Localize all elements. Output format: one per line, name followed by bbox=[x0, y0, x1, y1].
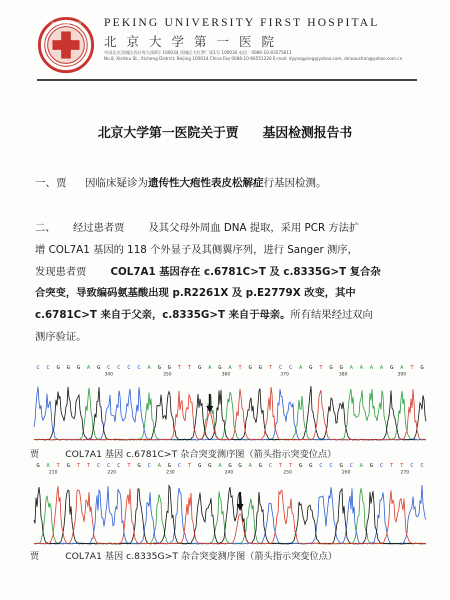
caption-2-text: COL7A1 基因 c.8335G>T 杂合突变测序图（箭头指示突变位点） bbox=[65, 551, 338, 562]
base-call-T: T bbox=[177, 365, 182, 371]
caption-1-name: 贾 bbox=[30, 449, 40, 460]
sequencing-chromatogram-1 bbox=[30, 362, 430, 458]
base-call-A: A bbox=[208, 365, 212, 371]
position-label: 260 bbox=[341, 470, 351, 476]
base-call-G: G bbox=[96, 365, 101, 371]
base-call-G: G bbox=[197, 365, 202, 371]
base-call-T: T bbox=[389, 463, 394, 469]
base-call-A: A bbox=[369, 365, 374, 371]
base-call-G: G bbox=[420, 365, 424, 371]
base-call-A: A bbox=[228, 365, 232, 371]
position-label: 340 bbox=[104, 372, 114, 378]
address-zh: 中国北京西城区西什库大街8号 100034 西城区大红罗厂街1号 100034 电话：0086-10-83575611 bbox=[104, 50, 292, 55]
base-call-T: T bbox=[56, 463, 60, 469]
base-call-G: G bbox=[238, 463, 242, 469]
base-call-C: C bbox=[96, 463, 101, 469]
section-2-line-6: 测序验证。 bbox=[35, 330, 87, 343]
base-call-G: G bbox=[258, 365, 263, 371]
base-call-T: T bbox=[76, 463, 81, 469]
base-call-A: A bbox=[359, 463, 364, 469]
base-call-A: A bbox=[379, 365, 384, 371]
report-title-left: 北京大学第一医院关于贾 bbox=[97, 126, 239, 141]
base-call-C: C bbox=[329, 463, 333, 469]
base-call-G: G bbox=[197, 463, 202, 469]
base-call-C: C bbox=[288, 365, 293, 371]
base-call-G: G bbox=[76, 365, 81, 371]
section-2-line-3a: 发现患者贾 bbox=[35, 265, 87, 278]
base-call-G: G bbox=[248, 365, 252, 371]
base-call-G: G bbox=[339, 463, 343, 469]
trace-A bbox=[34, 488, 426, 544]
base-call-G: G bbox=[66, 365, 71, 371]
section-2-line-3b: COL7A1 基因存在 c.6781C>T 及 c.8335G>T 复合杂 bbox=[110, 265, 381, 278]
report-title bbox=[0, 122, 450, 141]
base-call-C: C bbox=[177, 463, 182, 469]
svg-text:北京大学第一医院: 北京大学第一医院 bbox=[50, 21, 82, 27]
caption-1-text: COL7A1 基因 c.6781C>T 杂合突变测序图（箭头指示突变位点） bbox=[65, 449, 337, 460]
base-call-T: T bbox=[410, 365, 414, 371]
section-2-line-5-bold: c.6781C>T 来自于父亲，c.8335G>T 来自于母亲。 bbox=[35, 309, 291, 322]
base-call-C: C bbox=[117, 463, 121, 469]
header-divider bbox=[37, 79, 417, 81]
base-call-A: A bbox=[248, 463, 252, 469]
base-call-G: G bbox=[167, 463, 172, 469]
base-call-G: G bbox=[218, 365, 222, 371]
base-call-T: T bbox=[187, 463, 192, 469]
base-call-C: C bbox=[117, 365, 121, 371]
base-call-G: G bbox=[137, 463, 141, 469]
position-label: 270 bbox=[400, 470, 410, 476]
position-label: 250 bbox=[283, 470, 292, 476]
base-call-C: C bbox=[379, 463, 384, 469]
base-call-A: A bbox=[400, 365, 404, 371]
base-call-A: A bbox=[147, 365, 151, 371]
position-label: 240 bbox=[224, 470, 234, 476]
base-call-G: G bbox=[66, 463, 71, 469]
position-label: 390 bbox=[397, 372, 407, 378]
section-2-line-1b: 及其父母外周血 DNA 提取，采用 PCR 方法扩 bbox=[148, 222, 360, 234]
position-label: 220 bbox=[107, 470, 117, 476]
base-call-T: T bbox=[86, 463, 91, 469]
base-call-G: G bbox=[258, 463, 263, 469]
section-2-line-3 bbox=[35, 262, 420, 284]
base-call-C: C bbox=[137, 365, 141, 371]
base-call-G: G bbox=[228, 463, 232, 469]
base-call-T: T bbox=[278, 463, 283, 469]
base-call-G: G bbox=[36, 463, 40, 469]
position-label: 230 bbox=[166, 470, 175, 476]
caption-2-name: 贾 bbox=[30, 551, 40, 562]
base-call-C: C bbox=[349, 463, 353, 469]
base-call-T: T bbox=[319, 365, 323, 371]
base-call-A: A bbox=[157, 463, 161, 469]
base-call-C: C bbox=[319, 463, 323, 469]
address-en: No.8, Xishiku St., Xicheng District, Beijing 100034 China Fax 0086-10-66551226 E-mail: dyyosgyong@yahoo.com, dmeaushan@yahoo.com.cn bbox=[104, 55, 403, 61]
section-2-line-1 bbox=[35, 218, 420, 240]
section-1 bbox=[35, 175, 425, 190]
base-call-T: T bbox=[288, 463, 293, 469]
section-2-line-4-bold: 合突变，导致编码氨基酸出现 p.R2261X 及 p.E2779X 改变，其中 bbox=[35, 287, 356, 300]
base-call-C: C bbox=[268, 463, 273, 469]
section-2-line-1a: 经过患者贾 bbox=[73, 222, 125, 234]
base-call-T: T bbox=[400, 463, 404, 469]
base-call-G: G bbox=[309, 365, 313, 371]
section-1-number: 一、贾 bbox=[35, 177, 67, 189]
report-title-right: 基因检测报告书 bbox=[262, 126, 353, 141]
base-call-A: A bbox=[299, 365, 303, 371]
base-call-G: G bbox=[369, 463, 374, 469]
section-2-line-4 bbox=[35, 283, 420, 305]
base-call-C: C bbox=[410, 463, 414, 469]
base-call-C: C bbox=[46, 365, 50, 371]
base-call-C: C bbox=[278, 365, 283, 371]
base-call-T: T bbox=[238, 365, 242, 371]
base-call-C: C bbox=[420, 463, 424, 469]
section-2-number: 二、 bbox=[35, 222, 56, 234]
section-2 bbox=[35, 218, 420, 349]
base-call-C: C bbox=[127, 365, 131, 371]
base-call-G: G bbox=[167, 365, 172, 371]
section-1-diagnosis: 遗传性大疱性表皮松解症 bbox=[148, 177, 264, 189]
base-call-T: T bbox=[187, 365, 192, 371]
section-1-text-pre: 因临床疑诊为 bbox=[85, 177, 148, 189]
base-call-G: G bbox=[309, 463, 313, 469]
hospital-name-zh: 北京大学第一医院 bbox=[104, 34, 285, 49]
base-call-G: G bbox=[329, 365, 333, 371]
section-2-line-5 bbox=[35, 305, 420, 327]
position-label: 370 bbox=[280, 372, 289, 378]
base-call-A: A bbox=[359, 365, 364, 371]
caption-2 bbox=[30, 548, 430, 562]
hospital-address bbox=[104, 50, 434, 61]
base-call-C: C bbox=[147, 463, 151, 469]
position-label: 350 bbox=[163, 372, 172, 378]
base-call-G: G bbox=[208, 463, 212, 469]
base-call-T: T bbox=[268, 365, 273, 371]
sequencing-chromatogram-2 bbox=[30, 460, 430, 546]
base-call-A: A bbox=[86, 365, 91, 371]
position-label: 360 bbox=[221, 372, 231, 378]
hospital-name-en: PEKING UNIVERSITY FIRST HOSPITAL bbox=[104, 17, 380, 29]
position-label: 210 bbox=[48, 470, 58, 476]
base-call-A: A bbox=[349, 365, 353, 371]
section-2-line-2: 增 COL7A1 基因的 118 个外显子及其侧翼序列，进行 Sanger 测序， bbox=[35, 243, 358, 256]
base-call-C: C bbox=[107, 463, 111, 469]
base-call-C: C bbox=[36, 365, 40, 371]
base-call-C: C bbox=[107, 365, 111, 371]
base-call-T: T bbox=[127, 463, 131, 469]
base-call-G: G bbox=[339, 365, 343, 371]
base-call-A: A bbox=[218, 463, 222, 469]
position-label: 380 bbox=[338, 372, 348, 378]
section-2-line-5-normal: 所有结果经过双向 bbox=[290, 309, 373, 322]
base-call-A: A bbox=[46, 463, 50, 469]
section-1-text-post: 行基因检测。 bbox=[263, 177, 327, 189]
hospital-logo bbox=[37, 16, 95, 74]
base-call-G: G bbox=[157, 365, 161, 371]
base-call-G: G bbox=[56, 365, 60, 371]
base-call-G: G bbox=[389, 365, 394, 371]
caption-1 bbox=[30, 446, 430, 460]
base-call-G: G bbox=[299, 463, 303, 469]
